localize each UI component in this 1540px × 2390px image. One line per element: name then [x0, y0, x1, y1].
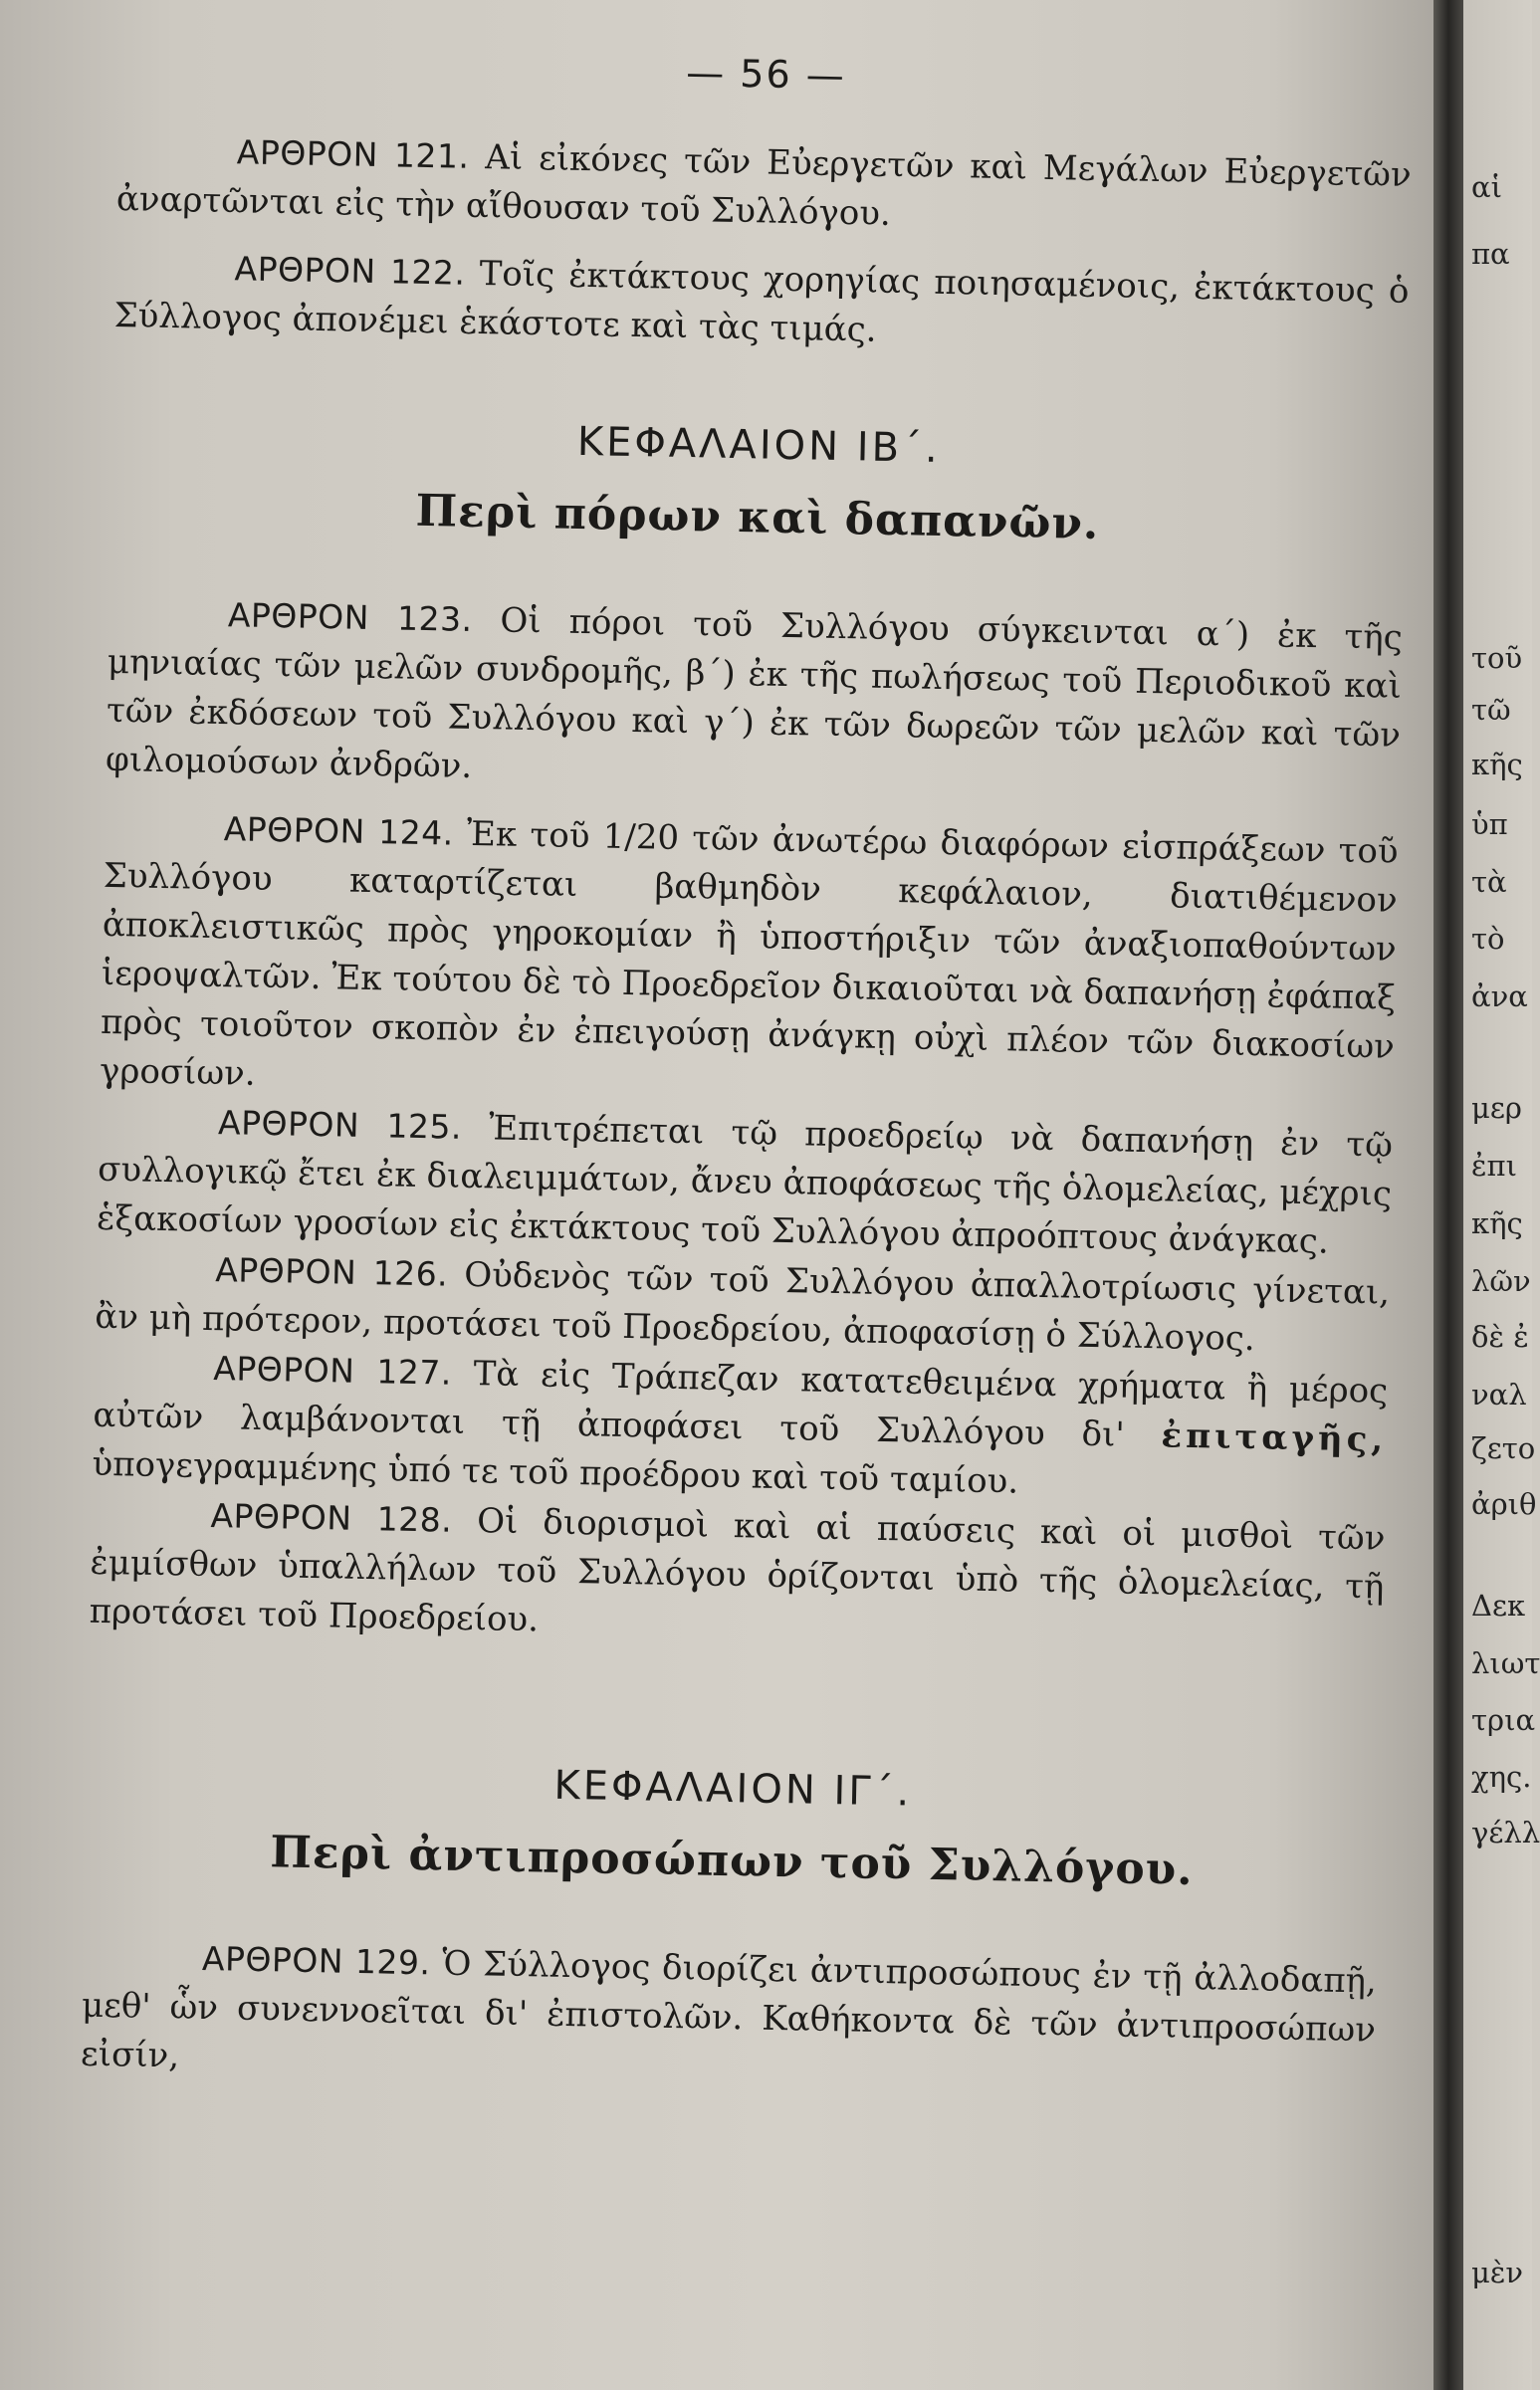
- next-page-word: λῶν: [1471, 1264, 1531, 1298]
- article-text: Ὁ Σύλλογος διορίζει ἀντιπροσώπους ἐν τῇ ἀλλοδαπῇ, μεθ' ὧν συνεννοεῖται δι' ἐπιστολῶν. Καθήκοντα δὲ τῶν ἀντιπροσώπων εἰσίν,: [80, 1943, 1378, 2076]
- article-text: Τὰ εἰς Τράπεζαν κατατεθειμένα χρήματα ἢ μέρος αὐτῶν λαμβάνονται τῇ ἀποφάσει τοῦ Συλλόγου δι': [93, 1354, 1389, 1455]
- next-page-word: ἀνα: [1471, 979, 1528, 1013]
- next-page-word: κῆς: [1471, 1206, 1523, 1240]
- article-emphasis: ἐπιταγῆς,: [1161, 1415, 1388, 1460]
- chapter-subtitle: Περὶ ἀντιπροσώπων τοῦ Συλλόγου.: [269, 1827, 1195, 1896]
- article-number: ΑΡΘΡΟΝ 129.: [201, 1938, 431, 1983]
- next-page-word: μερ: [1471, 1091, 1522, 1125]
- next-page-word: τὸ: [1471, 922, 1505, 956]
- chapter-subtitle: Περὶ πόρων καὶ δαπανῶν.: [415, 485, 1100, 549]
- next-page-word: γέλλ: [1471, 1816, 1540, 1849]
- next-page-word: δὲ ἐ: [1471, 1320, 1529, 1354]
- article-number: ΑΡΘΡΟΝ 125.: [217, 1103, 463, 1147]
- next-page-word: τὰ: [1471, 865, 1507, 899]
- article-text: Οὐδενὸς τῶν τοῦ Συλλόγου ἀπαλλοτρίωσις γίνεται, ἂν μὴ πρότερον, προτάσει τοῦ Προεδρείου, ἀποφασίσῃ ὁ Σύλλογος.: [94, 1254, 1391, 1360]
- next-page-word: πα: [1471, 237, 1510, 271]
- next-page-word: τρια: [1471, 1703, 1536, 1737]
- article-paragraph: [97, 1096, 1394, 1268]
- page-content: [81, 40, 1414, 2104]
- next-page-word: λιωτ: [1471, 1646, 1540, 1680]
- article-text: Ἐκ τοῦ 1/20 τῶν ἀνωτέρω διαφόρων εἰσπράξεων τοῦ Συλλόγου καταρτίζεται βαθμηδὸν κεφάλαιον, διατιθέμενον ἀποκλειστικῶς πρὸς γηροκομίαν ἢ ὑποστήριξιν τῶν ἀναξιοπαθούντων ἱεροψαλτῶν. Ἐκ τούτου δὲ τὸ Προεδρεῖον δικαιοῦται νὰ δαπανήσῃ ἐφάπαξ πρὸς τοιοῦτον σκοπὸν ἐν ἐπειγούσῃ ἀνάγκῃ οὐχὶ πλέον τῶν διακοσίων γροσίων.: [99, 813, 1399, 1094]
- article-text: Αἱ εἰκόνες τῶν Εὐεργετῶν καὶ Μεγάλων Εὐεργετῶν ἀναρτῶνται εἰς τὴν αἴθουσαν τοῦ Συλλόγου.: [115, 137, 1413, 234]
- next-page-word: ναλ: [1471, 1378, 1527, 1412]
- next-page-word: τοῦ: [1471, 641, 1523, 675]
- article-text: Οἱ πόροι τοῦ Συλλόγου σύγκεινται α΄) ἐκ τῆς μηνιαίας τῶν μελῶν συνδρομῆς, β΄) ἐκ τῆς πωλήσεως τοῦ Περιοδικοῦ καὶ τῶν ἐκδόσεων τοῦ Συλλόγου καὶ γ΄) ἐκ τῶν δωρεῶν τῶν μελῶν καὶ τῶν φιλομούσων ἀνδρῶν.: [105, 600, 1404, 786]
- article-paragraph: [89, 1489, 1386, 1661]
- article-paragraph: [100, 802, 1399, 1121]
- article-paragraph: [106, 588, 1404, 809]
- article-paragraph: [92, 1342, 1389, 1514]
- article-text: Τοῖς ἐκτάκτους χορηγίας ποιησαμένοις, ἐκτάκτους ὁ Σύλλογος ἀπονέμει ἑκάστοτε καὶ τὰς τιμάς.: [113, 253, 1410, 350]
- next-page-word: Δεκ: [1471, 1589, 1526, 1623]
- article-number: ΑΡΘΡΟΝ 123.: [227, 595, 473, 639]
- article-number: ΑΡΘΡΟΝ 128.: [210, 1496, 453, 1540]
- article-number: ΑΡΘΡΟΝ 124.: [223, 809, 455, 853]
- next-page-word: χης.: [1471, 1760, 1532, 1794]
- article-text: ὑπογεγραμμένης ὑπό τε τοῦ προέδρου καὶ τοῦ ταμίου.: [92, 1443, 1019, 1502]
- next-page-word: ἀριθ: [1471, 1487, 1537, 1521]
- article-text: Οἱ διορισμοὶ καὶ αἱ παύσεις καὶ οἱ μισθοὶ τῶν ἐμμίσθων ὑπαλλήλων τοῦ Συλλόγου ὁρίζονται ὑπὸ τῆς ὁλομελείας, τῇ προτάσει τοῦ Προεδρείου.: [89, 1501, 1386, 1640]
- article-number: ΑΡΘΡΟΝ 127.: [213, 1349, 453, 1393]
- next-page-word: ὑπ: [1471, 807, 1508, 841]
- article-text: Ἐπιτρέπεται τῷ προεδρείῳ νὰ δαπανήσῃ ἐν τῷ συλλογικῷ ἔτει ἐκ διαλειμμάτων, ἄνευ ἀποφάσεως τῆς ὁλομελείας, μέχρις ἑξακοσίων γροσίων εἰς ἐκτάκτους τοῦ Συλλόγου ἀπροόπτους ἀνάγκας.: [96, 1108, 1394, 1262]
- article-number: ΑΡΘΡΟΝ 122.: [234, 249, 466, 293]
- article-number: ΑΡΘΡΟΝ 121.: [236, 132, 470, 176]
- next-page-word: ἐπι: [1471, 1149, 1517, 1183]
- chapter-heading: ΚΕΦΑΛΑΙΟΝ ΙΒ΄.: [576, 418, 942, 472]
- book-gutter: [1433, 0, 1463, 2390]
- next-page-word: κῆς: [1471, 748, 1523, 781]
- next-page-edge: [1463, 0, 1540, 2390]
- chapter-heading: ΚΕΦΑΛΑΙΟΝ ΙΓ΄.: [553, 1762, 913, 1816]
- next-page-word: μὲν: [1471, 2256, 1524, 2289]
- next-page-word: αἱ: [1471, 170, 1502, 204]
- next-page-word: ζετο: [1471, 1431, 1536, 1465]
- article-paragraph: [81, 1932, 1378, 2104]
- next-page-word: τῶ: [1471, 693, 1511, 727]
- article-number: ΑΡΘΡΟΝ 126.: [214, 1250, 449, 1294]
- page-number: — 56 —: [685, 50, 847, 99]
